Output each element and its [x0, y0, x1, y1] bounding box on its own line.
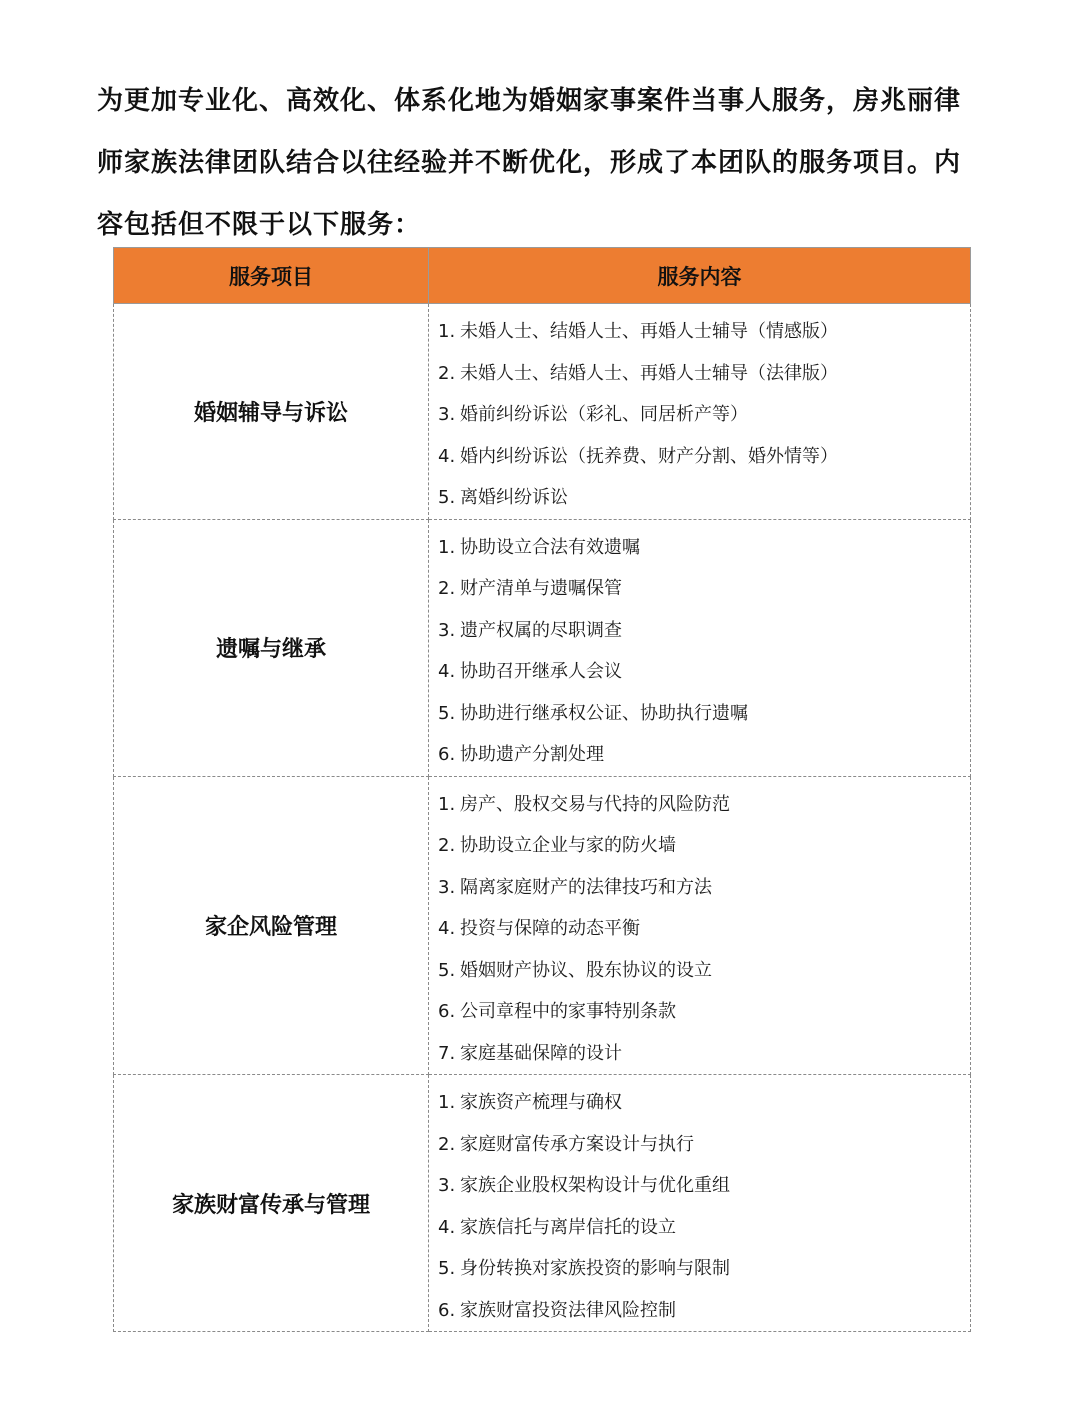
list-item-text: 婚姻财产协议、股东协议的设立: [460, 959, 712, 981]
list-item-text: 公司章程中的家事特别条款: [460, 1001, 676, 1022]
list-item-text: 协助进行继承权公证、协助执行遗嘱: [460, 702, 748, 724]
service-category: 家族财富传承与管理: [114, 1075, 429, 1332]
list-item: [438, 477, 970, 519]
list-item-text: 遗产权属的尽职调查: [460, 619, 622, 641]
list-item-text: 隔离家庭财产的法律技巧和方法: [460, 876, 712, 898]
header-service-item: 服务项目: [114, 248, 429, 304]
list-item-number: 3.: [438, 619, 456, 641]
list-item-number: 6.: [438, 744, 456, 765]
intro-paragraph: 为更加专业化、高效化、体系化地为婚姻家事案件当事人服务，房兆丽律师家族法律团队结合以往经验并不断优化，形成了本团队的服务项目。内容包括但不限于以下服务：: [97, 86, 962, 240]
list-item: [438, 610, 970, 652]
list-item-text: 房产、股权交易与代持的风险防范: [460, 793, 730, 815]
list-item-text: 家庭财富传承方案设计与执行: [460, 1133, 694, 1155]
table-row: [114, 304, 971, 520]
service-category: 家企风险管理: [114, 776, 429, 1075]
list-item-number: 5.: [438, 959, 456, 981]
service-table: [113, 247, 971, 1332]
list-item-text: 协助召开继承人会议: [460, 661, 622, 682]
list-item-text: 协助设立合法有效遗嘱: [460, 536, 640, 558]
list-item-number: 5.: [438, 487, 456, 508]
service-content-cell: [429, 519, 971, 776]
list-item-number: 2.: [438, 362, 456, 384]
list-item-number: 1.: [438, 1092, 456, 1113]
list-item: [438, 950, 970, 992]
list-item-text: 协助遗产分割处理: [460, 744, 604, 765]
list-item: [438, 1248, 970, 1290]
list-item: [438, 1082, 970, 1124]
list-item-number: 1.: [438, 793, 456, 815]
list-item-number: 4.: [438, 918, 456, 939]
list-item-text: 投资与保障的动态平衡: [460, 918, 640, 939]
list-item-number: 6.: [438, 1299, 456, 1321]
list-item-number: 3.: [438, 404, 456, 425]
service-category: 婚姻辅导与诉讼: [114, 304, 429, 520]
list-item: [438, 908, 970, 950]
list-item-number: 6.: [438, 1001, 456, 1022]
list-item-number: 2.: [438, 578, 456, 599]
list-item: [438, 311, 970, 353]
service-category: 遗嘱与继承: [114, 519, 429, 776]
list-item-number: 4.: [438, 661, 456, 682]
list-item-text: 家庭基础保障的设计: [460, 1042, 622, 1064]
list-item-number: 3.: [438, 876, 456, 898]
list-item: [438, 436, 970, 478]
list-item-number: 7.: [438, 1042, 456, 1064]
header-service-content: 服务内容: [429, 248, 971, 304]
list-item: [438, 353, 970, 395]
list-item-text: 家族财富投资法律风险控制: [460, 1299, 676, 1321]
list-item-text: 婚内纠纷诉讼（抚养费、财产分割、婚外情等）: [460, 445, 838, 467]
list-item: [438, 1207, 970, 1249]
service-content-cell: [429, 1075, 971, 1332]
list-item-text: 协助设立企业与家的防火墙: [460, 835, 676, 856]
list-item-text: 财产清单与遗嘱保管: [460, 578, 622, 599]
list-item-text: 家族信托与离岸信托的设立: [460, 1216, 676, 1238]
list-item: [438, 693, 970, 735]
service-content-cell: [429, 776, 971, 1075]
list-item: [438, 784, 970, 826]
table-row: [114, 519, 971, 776]
list-item-text: 婚前纠纷诉讼（彩礼、同居析产等）: [460, 404, 748, 425]
list-item-number: 2.: [438, 835, 456, 856]
list-item: [438, 1124, 970, 1166]
list-item-number: 5.: [438, 1258, 456, 1279]
table-row: [114, 776, 971, 1075]
service-content-cell: [429, 304, 971, 520]
list-item-number: 4.: [438, 1216, 456, 1238]
list-item-number: 3.: [438, 1175, 456, 1196]
list-item: [438, 527, 970, 569]
table-body: [114, 304, 971, 1332]
list-item: [438, 1033, 970, 1075]
list-item-number: 2.: [438, 1133, 456, 1155]
list-item: [438, 1165, 970, 1207]
list-item: [438, 867, 970, 909]
table-row: [114, 1075, 971, 1332]
list-item-text: 离婚纠纷诉讼: [460, 487, 568, 508]
list-item: [438, 394, 970, 436]
list-item: [438, 568, 970, 610]
table-header-row: [114, 248, 971, 304]
list-item: [438, 734, 970, 776]
list-item-number: 5.: [438, 702, 456, 724]
list-item-text: 未婚人士、结婚人士、再婚人士辅导（情感版）: [460, 321, 838, 342]
list-item: [438, 651, 970, 693]
list-item-text: 未婚人士、结婚人士、再婚人士辅导（法律版）: [460, 362, 838, 384]
list-item-number: 1.: [438, 321, 456, 342]
list-item: [438, 825, 970, 867]
list-item: [438, 1290, 970, 1332]
list-item: [438, 991, 970, 1033]
list-item-number: 4.: [438, 445, 456, 467]
list-item-text: 身份转换对家族投资的影响与限制: [460, 1258, 730, 1279]
list-item-text: 家族企业股权架构设计与优化重组: [460, 1175, 730, 1196]
list-item-number: 1.: [438, 536, 456, 558]
list-item-text: 家族资产梳理与确权: [460, 1092, 622, 1113]
